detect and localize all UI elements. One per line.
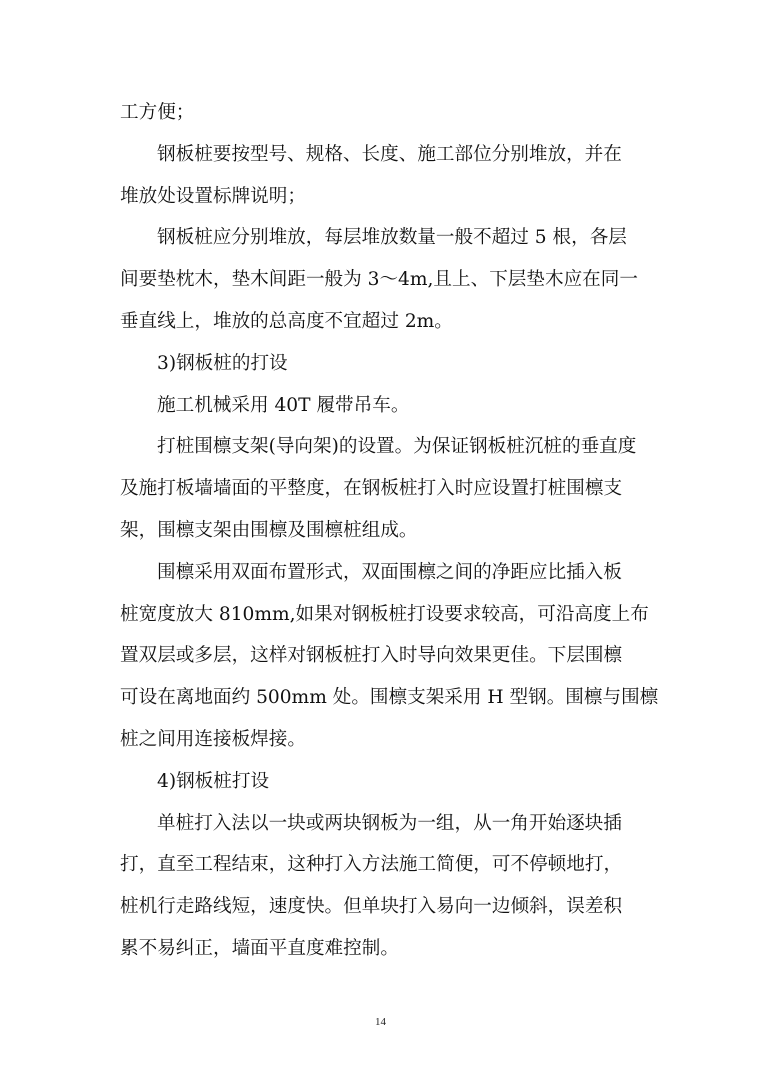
paragraph-line: 围檩采用双面布置形式，双面围檩之间的净距应比插入板 — [157, 561, 622, 583]
paragraph-line: 可设在离地面约 500mm 处。围檩支架采用 H 型钢。围檩与围檩 — [120, 687, 659, 709]
paragraph-line: 钢板桩要按型号、规格、长度、施工部位分别堆放，并在 — [157, 143, 622, 165]
paragraph-line: 打桩围檩支架(导向架)的设置。为保证钢板桩沉桩的垂直度 — [157, 436, 637, 458]
body-text — [120, 92, 659, 970]
paragraph-line: 桩机行走路线短，速度快。但单块打入易向一边倾斜，误差积 — [120, 896, 623, 918]
paragraph-line: 间要垫枕木，垫木间距一般为 3～4m,且上、下层垫木应在同一 — [120, 269, 638, 291]
paragraph-line: 打，直至工程结束，这种打入方法施工简便，可不停顿地打， — [120, 854, 623, 876]
section-heading: 3)钢板桩的打设 — [157, 352, 288, 374]
text-line-continuation: 工方便； — [120, 102, 195, 123]
paragraph-line: 单桩打入法以一块或两块钢板为一组，从一角开始逐块插 — [157, 812, 622, 834]
paragraph-line: 架，围檩支架由围檩及围檩桩组成。 — [120, 519, 418, 541]
paragraph-line: 置双层或多层，这样对钢板桩打入时导向效果更佳。下层围檩 — [120, 645, 623, 667]
paragraph-line: 累不易纠正，墙面平直度难控制。 — [120, 937, 399, 959]
paragraph-line: 钢板桩应分别堆放，每层堆放数量一般不超过 5 根，各层 — [157, 227, 627, 249]
paragraph-line: 堆放处设置标牌说明； — [120, 185, 306, 207]
section-heading: 4)钢板桩打设 — [157, 770, 270, 792]
page-number: 14 — [375, 1016, 386, 1028]
paragraph-line: 及施打板墙墙面的平整度，在钢板桩打入时应设置打桩围檩支 — [120, 478, 623, 500]
paragraph-line: 桩之间用连接板焊接。 — [120, 728, 306, 750]
paragraph-line: 垂直线上，堆放的总高度不宜超过 2m。 — [120, 310, 453, 332]
paragraph-line: 施工机械采用 40T 履带吊车。 — [157, 394, 410, 416]
paragraph-line: 桩宽度放大 810mm,如果对钢板桩打设要求较高，可沿高度上布 — [120, 603, 649, 625]
